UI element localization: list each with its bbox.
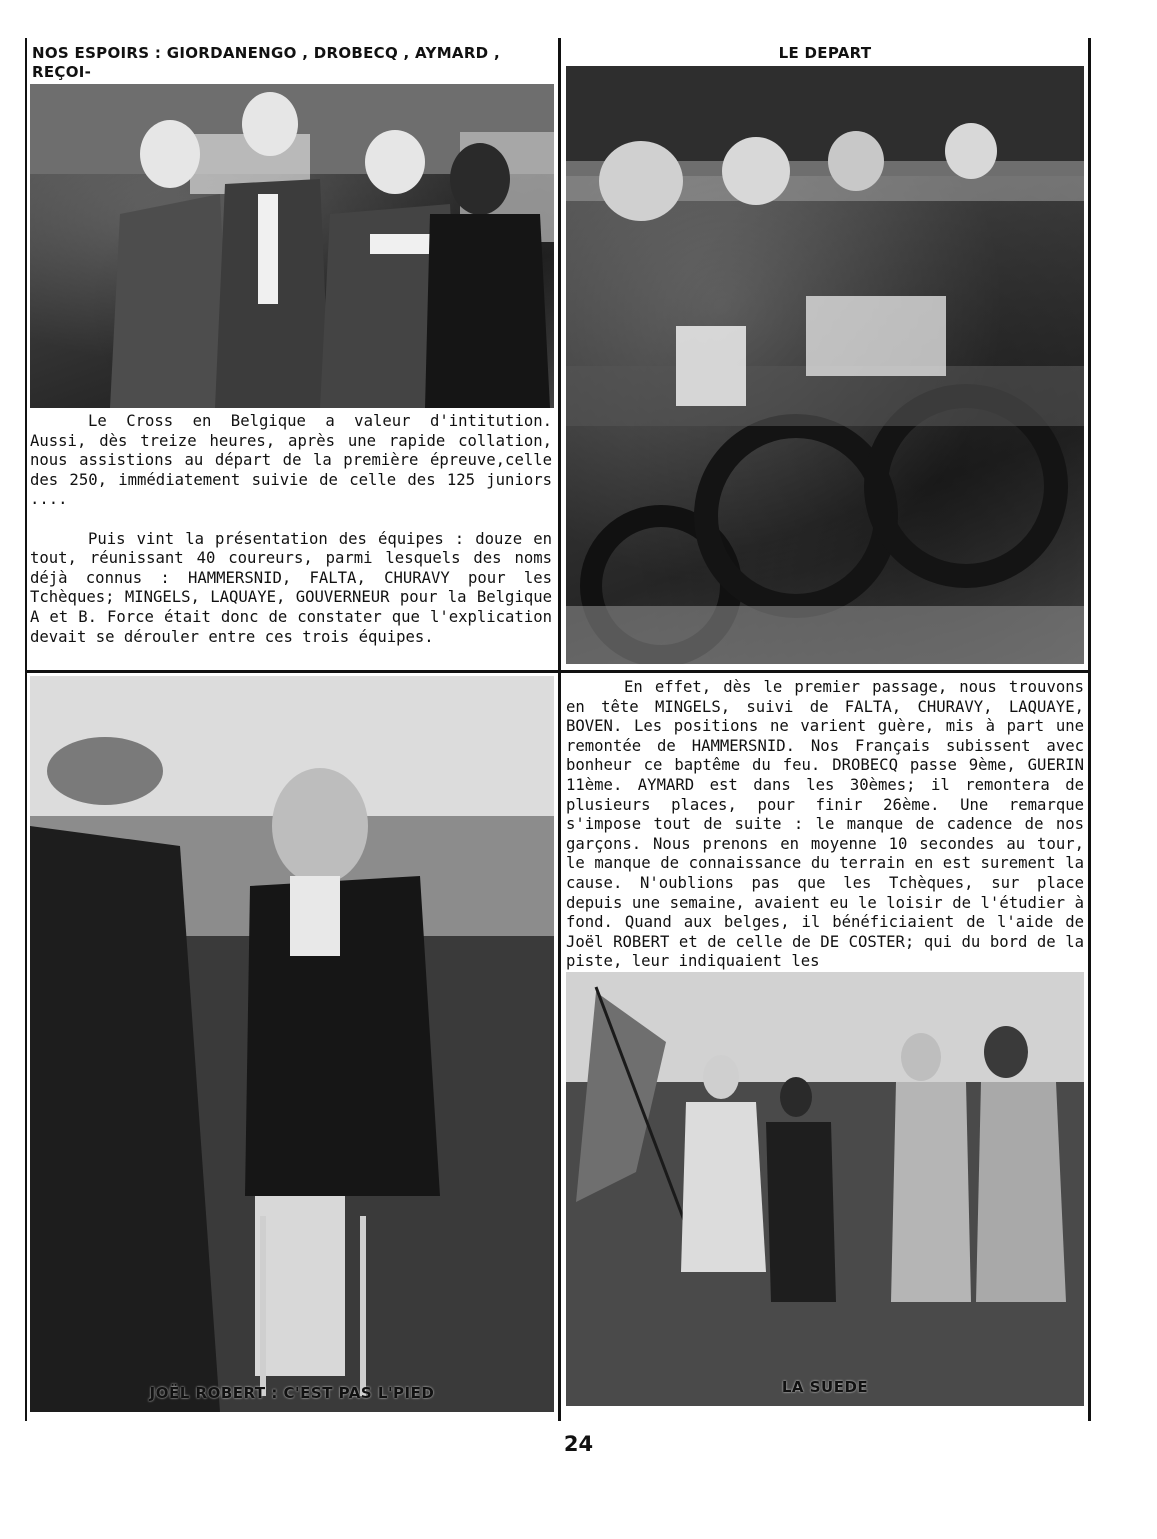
start-line-illustration — [566, 66, 1084, 664]
vertical-rule-right — [1088, 38, 1091, 1421]
caption-joel-robert: JOËL ROBERT : C'EST PAS L'PIED — [149, 1384, 435, 1402]
horizontal-rule-middle — [25, 670, 1091, 673]
photo-la-suede — [566, 972, 1084, 1406]
article-intro — [30, 412, 552, 647]
article-paragraph-1: Le Cross en Belgique a valeur d'intitution. Aussi, dès treize heures, après une rapide collation, nous assistions au départ de la première épreuve,celle des 250, immédiatement suivie de celle des 125 juniors .... — [30, 412, 552, 509]
article-race — [566, 678, 1084, 972]
page-number: 24 — [563, 1432, 594, 1456]
photo-riders-advice — [30, 84, 554, 408]
article-paragraph-2: Puis vint la présentation des équipes : douze en tout, réunissant 40 coureurs, parmi lesquels des noms déjà connus : HAMMERSNID, FALTA, CHURAVY pour les Tchèques; MINGELS, LAQUAYE, GOUVERNEUR pour la Belgique A et B. Force était donc de constater que l'explication devait se dérouler entre ces trois équipes. — [30, 529, 552, 646]
joel-robert-illustration — [30, 676, 554, 1412]
article-paragraph-3: En effet, dès le premier passage, nous trouvons en tête MINGELS, suivi de FALTA, CHURAVY, LAQUAYE, BOVEN. Les positions ne varient guère, mis à part une remontée de HAMMERSNID. Nos Français subissent avec bonheur ce baptême du feu. DROBECQ passe 9ème, GUERIN 11ème. AYMARD est dans les 30èmes; il remontera de plusieurs places, pour finir 26ème. Une remarque s'impose tout de suite : le manque de cadence de nos garçons. Nous prenons en moyenne 10 secondes au tour, le manque de connaissance du terrain en est surement la cause. N'oublions pas que les Tchèques, sur place depuis une semaine, avaient eu le loisir de l'étudier à fond. Quand aux belges, il bénéficiaient de l'aide de Joël ROBERT et de celle de DE COSTER; qui du bord de la piste, leur indiquaient les — [566, 678, 1084, 971]
caption-espoirs: NOS ESPOIRS : GIORDANENGO , DROBECQ , AYMARD , REÇOI- — [32, 44, 500, 81]
vertical-rule-left — [25, 38, 27, 1421]
caption-le-depart: LE DEPART — [778, 44, 872, 62]
riders-advice-illustration — [30, 84, 554, 408]
caption-la-suede: LA SUEDE — [781, 1378, 869, 1396]
la-suede-illustration — [566, 972, 1084, 1406]
photo-start-line — [566, 66, 1084, 664]
photo-joel-robert — [30, 676, 554, 1412]
vertical-rule-center — [558, 38, 561, 1421]
